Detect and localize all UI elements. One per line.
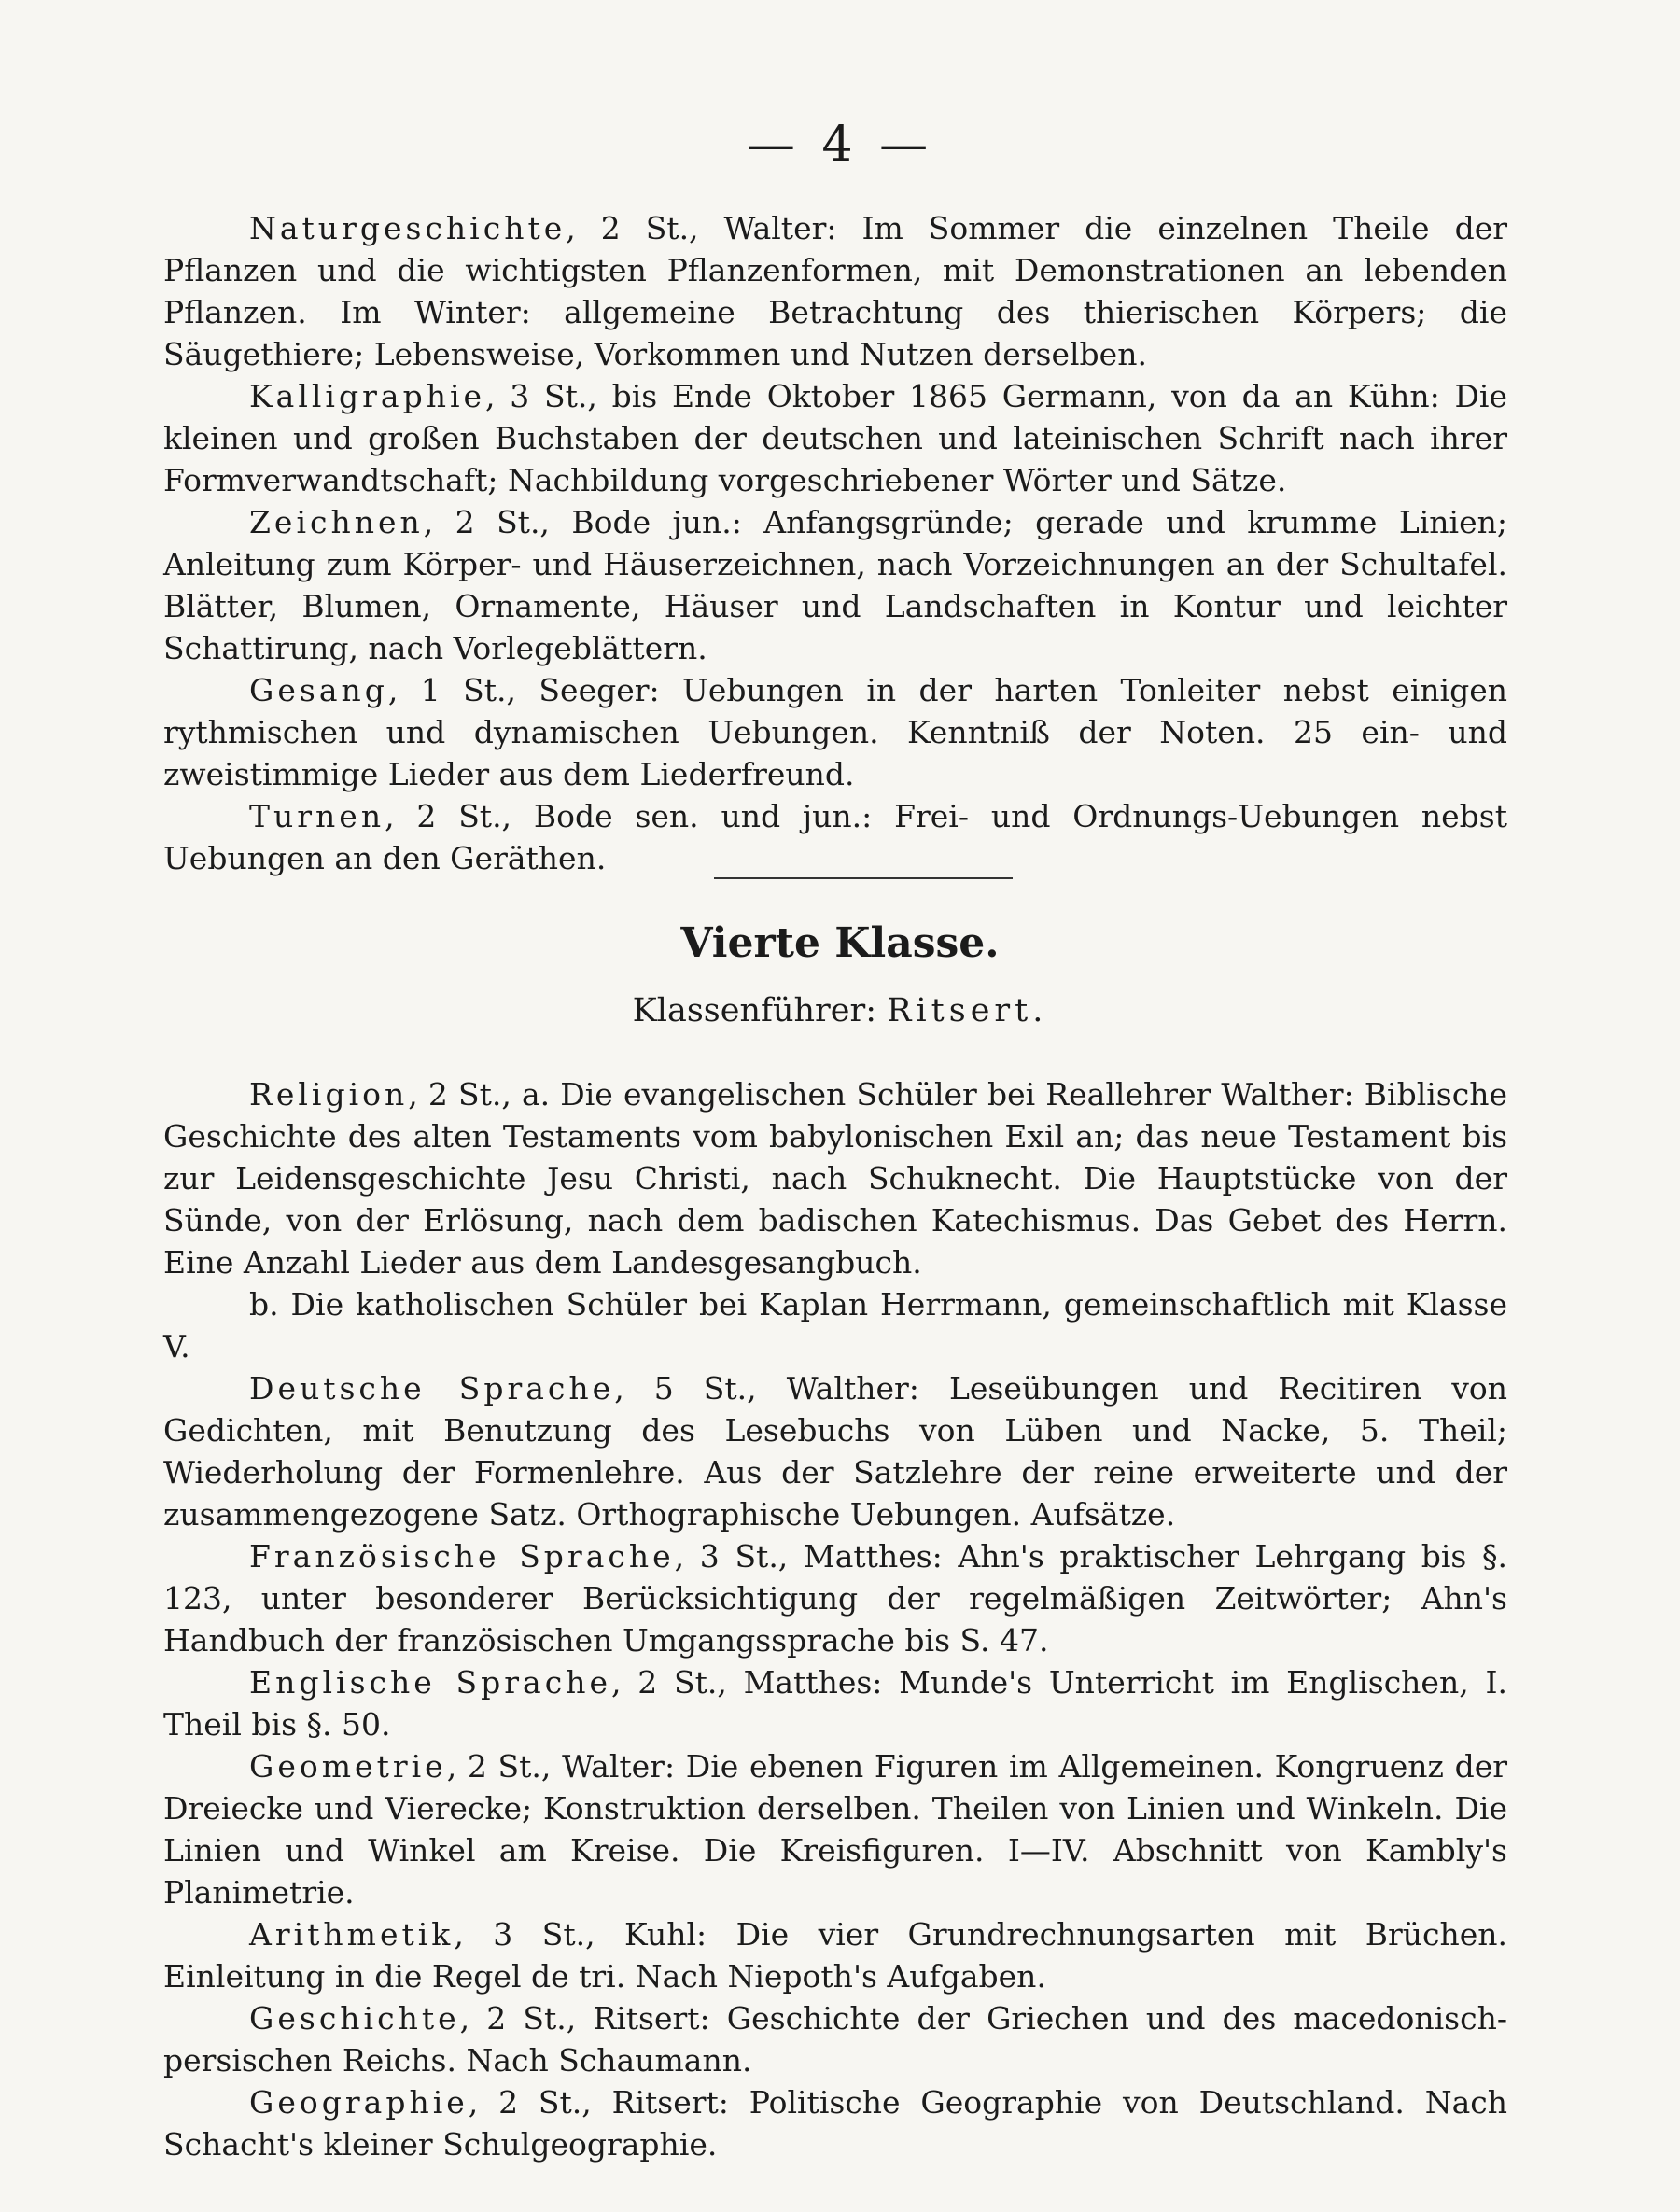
subject-description: b. Die katholischen Schüler bei Kaplan Herrmann, gemeinschaftlich mit Klasse V. <box>163 1286 1507 1365</box>
subject-description: , 5 St., Walther: Leseübungen und Recitiren von Gedichten, mit Benutzung des Lesebuchs von Lüben und Nacke, 5. Theil; Wiederholung der Formenlehre. Aus der Satzlehre der reine erweiterte und der zusammengezogene Satz. Orthographische Uebungen. Aufsätze. <box>163 1370 1507 1533</box>
subject-paragraph <box>163 501 1507 669</box>
subject-description: , 3 St., bis Ende Oktober 1865 Germann, von da an Kühn: Die kleinen und großen Buchstaben der deutschen und lateinischen Schrift nach ihrer Formverwandtschaft; Nachbildung vorgeschriebener Wörter und Sätze. <box>163 378 1507 498</box>
subject-paragraph <box>163 1283 1507 1367</box>
subject-description: , 2 St., Bode sen. und jun.: Frei- und Ordnungs-Uebungen nebst Uebungen an den Geräthen. <box>163 798 1507 876</box>
subject-paragraph <box>163 1745 1507 1913</box>
subject-name: Religion <box>249 1076 409 1113</box>
subject-name: Gesang <box>249 672 388 708</box>
subject-paragraph <box>163 795 1507 879</box>
subject-description: , 1 St., Seeger: Uebungen in der harten Tonleiter nebst einigen rythmischen und dynamischen Uebungen. Kenntniß der Noten. 25 ein- und zweistimmige Lieder aus dem Liederfreund. <box>163 672 1507 792</box>
subject-name: Englische Sprache <box>249 1664 611 1701</box>
subject-name: Geschichte <box>249 2000 460 2037</box>
subject-name: Arithmetik <box>249 1916 455 1953</box>
page-number: — 4 — <box>746 117 934 173</box>
subject-paragraph <box>163 1367 1507 1535</box>
subject-name: Französische Sprache <box>249 1538 675 1575</box>
subject-description: , 3 St., Kuhl: Die vier Grundrechnungsarten mit Brüchen. Einleitung in die Regel de tri. Nach Niepoth's Aufgaben. <box>163 1916 1507 1995</box>
subject-name: Kalligraphie <box>249 378 486 414</box>
subject-description: , 3 St., Matthes: Ahn's praktischer Lehrgang bis §. 123, unter besonderer Berücksichtigung der regelmäßigen Zeitwörter; Ahn's Handbuch der französischen Umgangssprache bis S. 47. <box>163 1538 1508 1659</box>
section-divider <box>714 877 1013 879</box>
subject-description: , 2 St., Matthes: Munde's Unterricht im Englischen, I. Theil bis §. 50. <box>163 1664 1507 1743</box>
subjects-lower-list <box>163 1073 1507 2165</box>
subject-name: Geometrie <box>249 1748 447 1785</box>
subject-paragraph <box>163 1073 1507 1283</box>
subject-paragraph <box>163 1535 1507 1661</box>
subject-paragraph <box>163 669 1507 795</box>
subjects-upper-list <box>163 207 1507 879</box>
subject-name: Naturgeschichte <box>249 210 567 246</box>
subject-description: , 2 St., a. Die evangelischen Schüler bei Reallehrer Walther: Biblische Geschichte des alten Testaments vom babylonischen Exil an; das neue Testament bis zur Leidensgeschichte Jesu Christi, nach Schuknecht. Die Hauptstücke von der Sünde, von der Erlösung, nach dem badischen Katechismus. Das Gebet des Herrn. Eine Anzahl Lieder aus dem Landesgesangbuch. <box>163 1076 1507 1281</box>
class-leader-name: Ritsert. <box>887 992 1048 1029</box>
subject-name: Deutsche Sprache <box>249 1370 615 1407</box>
class-leader-label: Klassenführer: <box>632 992 888 1029</box>
class-leader-line <box>0 992 1680 1029</box>
subject-name: Zeichnen <box>249 504 424 540</box>
subject-description: , 2 St., Ritsert: Geschichte der Griechen und des macedonisch-persischen Reichs. Nach Schaumann. <box>163 2000 1507 2079</box>
subject-description: , 2 St., Ritsert: Politische Geographie von Deutschland. Nach Schacht's kleiner Schulgeographie. <box>163 2084 1507 2163</box>
subject-description: , 2 St., Walter: Die ebenen Figuren im Allgemeinen. Kongruenz der Dreiecke und Vierecke; Konstruktion derselben. Theilen von Linien und Winkeln. Die Linien und Winkel am Kreise. Die Kreisfiguren. I—IV. Abschnitt von Kambly's Planimetrie. <box>163 1748 1507 1911</box>
subject-paragraph <box>163 1661 1507 1745</box>
subject-paragraph <box>163 1997 1507 2081</box>
subject-name: Geographie <box>249 2084 469 2121</box>
subject-paragraph <box>163 2081 1507 2165</box>
section-title: Vierte Klasse. <box>680 919 1000 967</box>
subject-description: , 2 St., Walter: Im Sommer die einzelnen Theile der Pflanzen und die wichtigsten Pflanzenformen, mit Demonstrationen an lebenden Pflanzen. Im Winter: allgemeine Betrachtung des thierischen Körpers; die Säugethiere; Lebensweise, Vorkommen und Nutzen derselben. <box>163 210 1507 372</box>
subject-paragraph <box>163 375 1507 501</box>
subject-paragraph <box>163 1913 1507 1997</box>
subject-paragraph <box>163 207 1507 375</box>
subject-description: , 2 St., Bode jun.: Anfangsgründe; gerade und krumme Linien; Anleitung zum Körper- und Häuserzeichnen, nach Vorzeichnungen an der Schultafel. Blätter, Blumen, Ornamente, Häuser und Landschaften in Kontur und leichter Schattirung, nach Vorlegeblättern. <box>163 504 1507 666</box>
subject-name: Turnen <box>249 798 385 834</box>
